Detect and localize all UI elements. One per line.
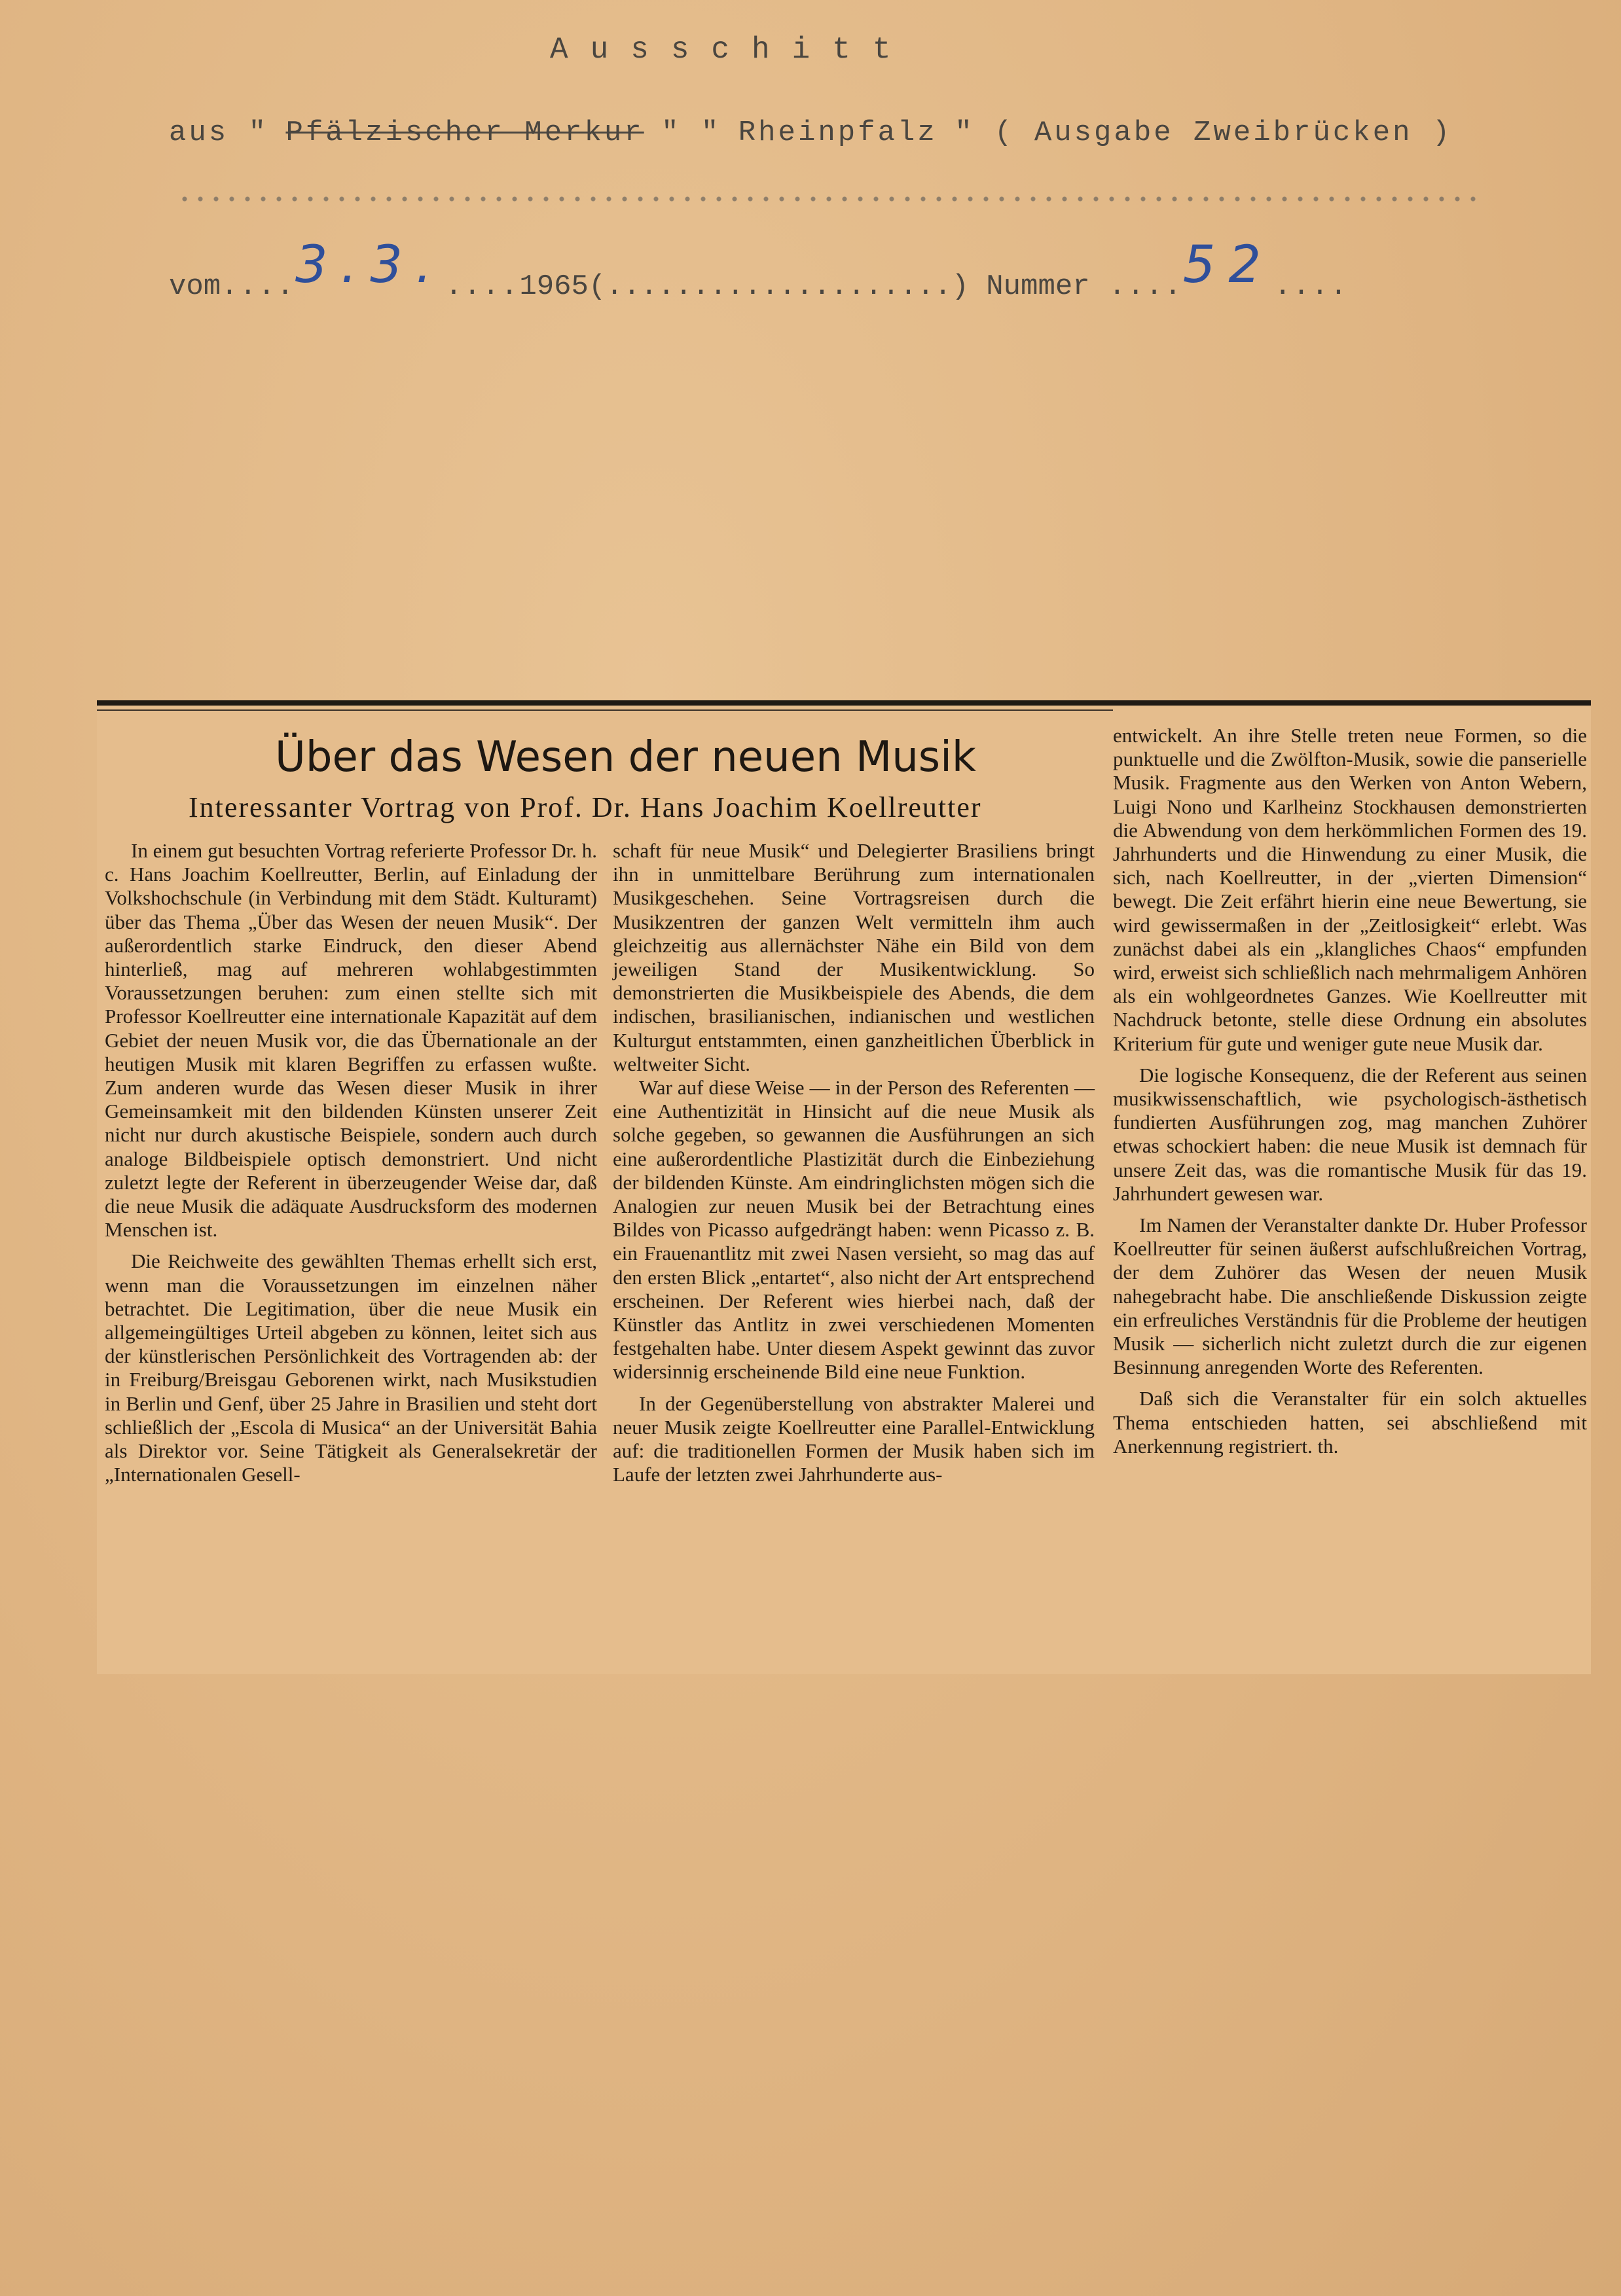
source-prefix: aus ": [169, 117, 269, 149]
source-separator: " ": [661, 117, 721, 149]
handwritten-date: 3.3.: [295, 236, 445, 295]
paragraph: Daß sich die Veranstalter für ein solch aktuelles Thema entschieden hatten, sei abschließend mit Anerkennung registriert. th.: [1113, 1387, 1587, 1458]
edition: " ( Ausgabe Zweibrücken ): [955, 117, 1453, 149]
year: 1965: [519, 270, 589, 303]
clipping-label: Ausschitt: [550, 33, 913, 67]
paragraph: Im Namen der Veranstalter dankte Dr. Huber Professor Koellreutter für seinen äußerst aufschlußreichen Vortrag, der dem Zuhörer das Wesen der neuen Musik nahegebracht habe. Die anschließende Diskussion zeigte ein erfreuliches Verständnis für die Probleme der heutigen Musik — sicherlich nicht zuletzt durch die zur eigenen Besinnung anregenden Worte des Referenten.: [1113, 1213, 1587, 1379]
article-column-1: [105, 839, 597, 1486]
clipping-top-rule: [97, 700, 1591, 706]
dotted-divider: [177, 194, 1480, 204]
article-column-3: [1113, 724, 1587, 1458]
article-column-2: [613, 839, 1095, 1486]
publication-name: Rheinpfalz: [738, 117, 938, 149]
paragraph: entwickelt. An ihre Stelle treten neue Formen, so die punktuelle und die Zwölfton-Musik, sowie die panserielle Musik. Fragmente aus den Werken von Anton Webern, Luigi Nono und Karlheinz Stockhausen demonstrierten die Abwendung von dem herkömmlichen Formen des 19. Jahrhunderts und die Hinwendung zu einer Musik, die sich, nach Koellreutter, in der „vierten Dimension“ bewegt. Die Zeit erfährt hierin eine neue Bewertung, sie wird gewissermaßen in der „Zeitlosigkeit“ erlebt. Was zunächst dabei als ein „klangliches Chaos“ empfunden wird, erweist sich schließlich nach mehrmaligem Anhören als ein wohlgeordnetes Ganzes. Wie Koellreutter mit Nachdruck betonte, stelle diese Ordnung ein absolutes Kriterium für gute und weniger gute neue Musik dar.: [1113, 724, 1587, 1055]
paragraph: Die logische Konsequenz, die der Referent aus seinen musikwissenschaftlich, wie psychologisch-ästhetisch fundierten Ausführungen zog, mag manchen Zuhörer etwas schockiert haben: die neue Musik ist demnach für unsere Zeit das, was die romantische Musik für das 19. Jahrhundert gewesen war.: [1113, 1063, 1587, 1205]
article-subtitle: Interessanter Vortrag von Prof. Dr. Hans Joachim Koellreutter: [189, 791, 982, 823]
paragraph: Die Reichweite des gewählten Themas erhellt sich erst, wenn man die Voraussetzungen im einzelnen näher betrachtet. Die Legitimation, über die neue Musik ein allgemeingültiges Urteil abgeben zu können, leitet sich aus der künstlerischen Persönlichkeit des Vortragenden ab: der in Freiburg/Breisgau Geborenen wirkt, nach Musikstudien in Berlin und Genf, über 25 Jahre in Brasilien und steht dort schließlich der „Escola di Musica“ an der Universität Bahia als Direktor vor. Seine Tätigkeit als Generalsekretär der „Internationalen Gesell-: [105, 1249, 597, 1486]
article-title: Über das Wesen der neuen Musik: [275, 733, 976, 781]
paragraph: schaft für neue Musik“ und Delegierter Brasiliens bringt ihn in unmittelbare Berührung zum internationalen Musikgeschehen. Seine Vortragsreisen durch die Musikzentren der ganzen Welt vermitteln ihm auch gleichzeitig aus allernächster Nähe ein Bild von dem jeweiligen Stand der Musikentwicklung. So demonstrierten die Musikbeispiele des Abends, die dem indischen, brasilianischen, indianischen und westlichen Kulturgut entstammten, einen ganzheitlichen Überblick in weltweiter Sicht.: [613, 839, 1095, 1075]
struck-publication: Pfälzischer Merkur: [285, 117, 644, 149]
paragraph: In der Gegenüberstellung von abstrakter Malerei und neuer Musik zeigte Koellreutter eine Parallel-Entwicklung auf: die traditionellen Formen der Musik haben sich im Laufe der letzten zwei Jahrhunderte aus-: [613, 1391, 1095, 1486]
date-line: vom....3.3.....1965(....................) Nummer ....52....: [169, 236, 1349, 303]
number-label: Nummer: [986, 270, 1090, 303]
date-prefix: vom: [169, 270, 221, 303]
source-line: [169, 117, 1452, 149]
clipping-thin-rule: [97, 709, 1113, 711]
paragraph: War auf diese Weise — in der Person des Referenten — eine Authentizität in Hinsicht auf die neue Musik als solche gegeben, so gewannen die Ausführungen an sich eine außerordentliche Plastizität durch die Einbeziehung der bildenden Künste. Am eindringlichsten mögen sich die Analogien zur neuen Musik bei der Betrachtung eines Bildes von Picasso aufgedrängt haben: wenn Picasso z. B. ein Frauenantlitz mit zwei Nasen versieht, so mag das auf den ersten Blick „entartet“, also nicht der Art entsprechend erscheinen. Der Referent wies hierbei nach, daß der Künstler das Antlitz in zwei verschiedenen Momenten festgehalten habe. Unter diesem Aspekt gewinnt das zuvor widersinnig erscheinende Bild eine neue Funktion.: [613, 1076, 1095, 1384]
paragraph: In einem gut besuchten Vortrag referierte Professor Dr. h. c. Hans Joachim Koellreutter, Berlin, auf Einladung der Volkshochschule (in Verbindung mit dem Städt. Kulturamt) über das Thema „Über das Wesen der neuen Musik“. Der außerordentlich starke Eindruck, den dieser Abend hinterließ, mag auf mehreren wohlabgestimmten Voraussetzungen beruhen: zum einen stellte sich mit Professor Koellreutter eine internationale Kapazität auf dem Gebiet der neuen Musik vor, die das Übernationale an der heutigen Musik mit klaren Begriffen zu erfassen wußte. Zum anderen wurde das Wesen dieser Musik in ihrer Gemeinsamkeit mit den bildenden Künsten unserer Zeit nicht nur durch akustische Beispiele, sondern auch durch analoge Bildbeispiele optisch demonstriert. Und nicht zuletzt legte der Referent in überzeugender Weise dar, daß die neue Musik die adäquate Ausdrucksform des modernen Menschen ist.: [105, 839, 597, 1242]
handwritten-number: 52: [1182, 236, 1274, 295]
parenthetical: (....................): [588, 270, 969, 303]
